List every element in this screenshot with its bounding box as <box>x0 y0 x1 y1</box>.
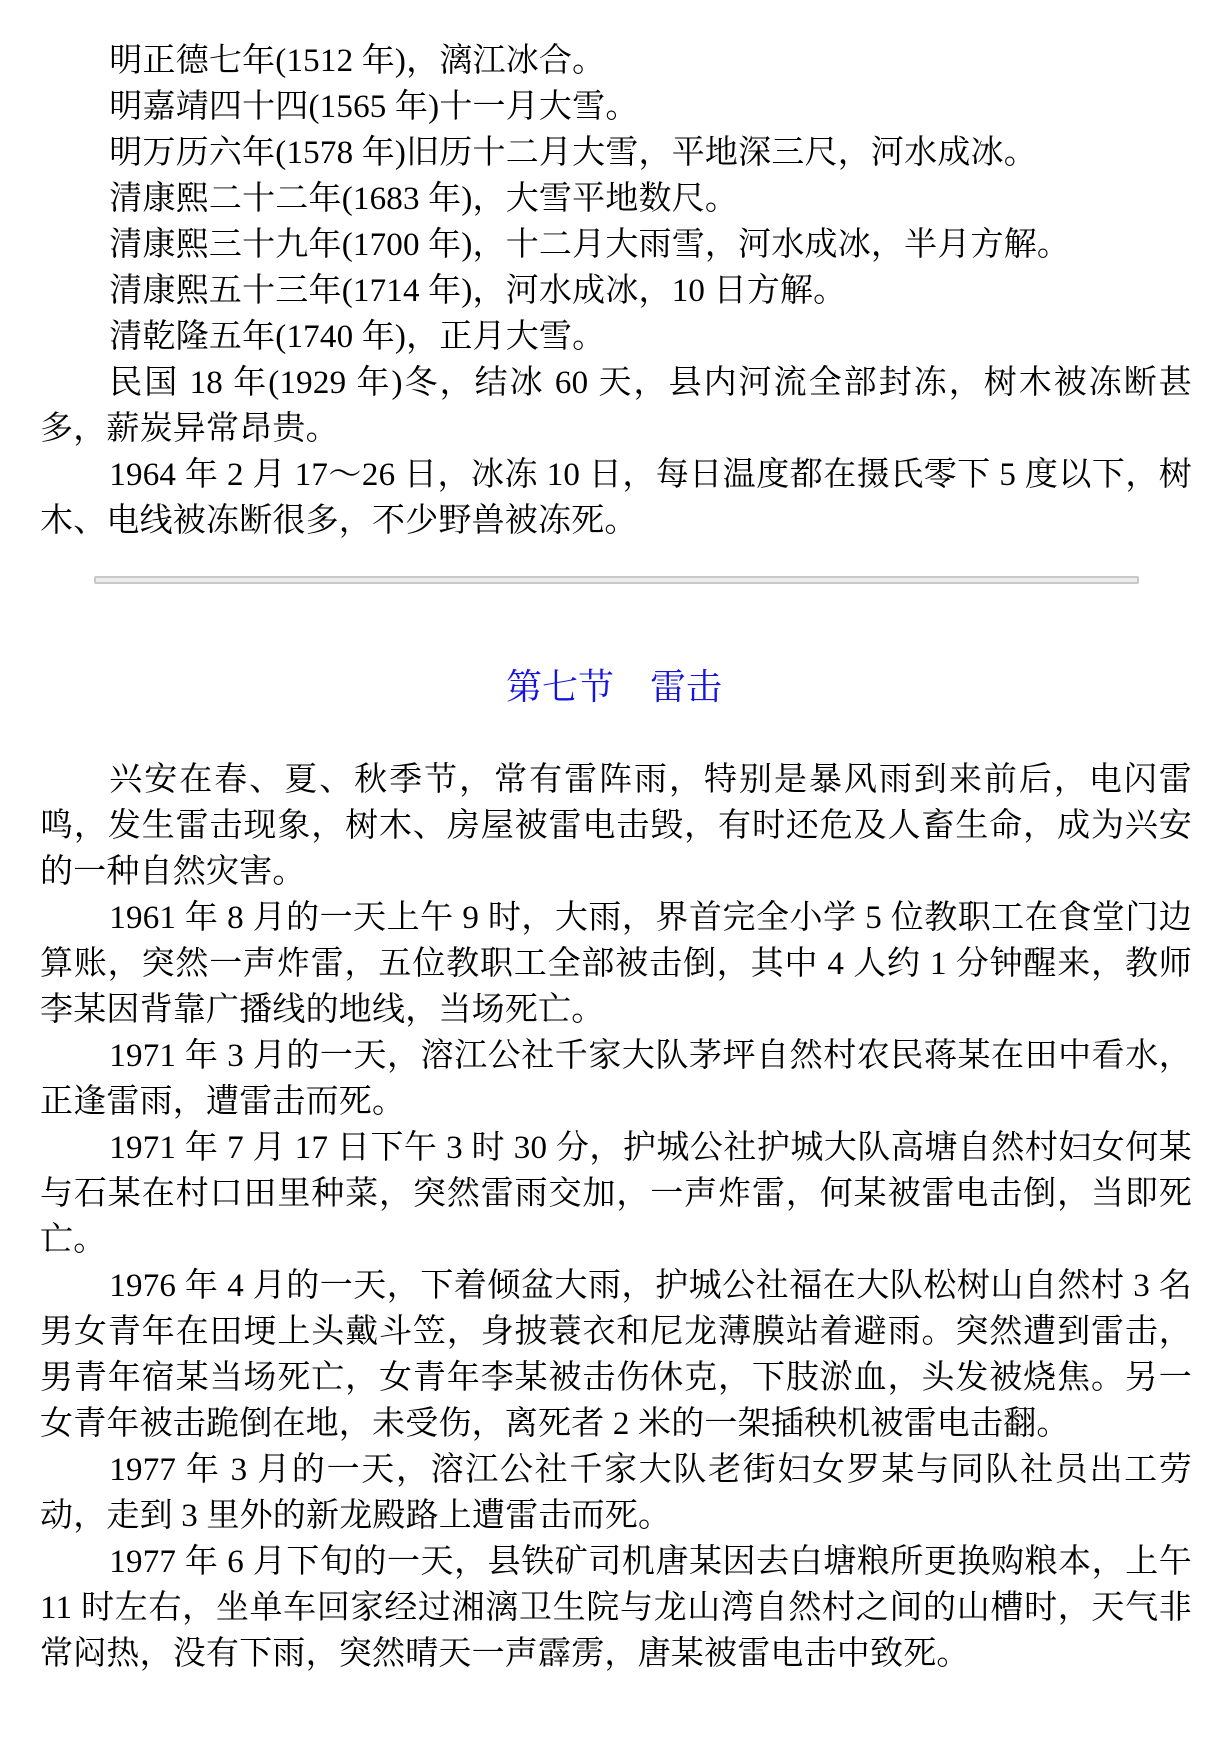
record-1714: 清康熙五十三年(1714 年)，河水成冰，10 日方解。 <box>109 273 847 309</box>
incident-1977-june: 1977 年 6 月下旬的一天，县铁矿司机唐某因去白塘粮所更换购粮本，上午 11 时左右，坐单车回家经过湘漓卫生院与龙山湾自然村之间的山槽时，天气非常闷热，没有下雨，突然晴天一声霹雳，唐某被雷电击中致死。 <box>40 1544 1192 1672</box>
intro-paragraph: 兴安在春、夏、秋季节，常有雷阵雨，特别是暴风雨到来前后，电闪雷鸣，发生雷击现象，树木、房屋被雷电击毁，有时还危及人畜生命，成为兴安的一种自然灾害。 <box>40 762 1192 890</box>
incident-1971-july: 1971 年 7 月 17 日下午 3 时 30 分，护城公社护城大队高塘自然村妇女何某与石某在村口田里种菜，突然雷雨交加，一声炸雷，何某被雷电击倒，当即死亡。 <box>40 1130 1192 1258</box>
incident-1976: 1976 年 4 月的一天，下着倾盆大雨，护城公社福在大队松树山自然村 3 名男女青年在田埂上头戴斗笠，身披蓑衣和尼龙薄膜站着避雨。突然遭到雷击，男青年宿某当场死亡，女青年李某被击伤休克，下肢淤血，头发被烧焦。另一女青年被击跪倒在地，未受伤，离死者 2 米的一架插秧机被雷电击翻。 <box>40 1268 1192 1442</box>
cold-records-section <box>40 38 1192 544</box>
incident-1971-march: 1971 年 3 月的一天，溶江公社千家大队茅坪自然村农民蒋某在田中看水，正逢雷雨，遭雷击而死。 <box>40 1038 1192 1120</box>
record-1565: 明嘉靖四十四(1565 年)十一月大雪。 <box>109 89 639 125</box>
record-1700: 清康熙三十九年(1700 年)，十二月大雨雪，河水成冰，半月方解。 <box>109 227 1071 263</box>
incident-1961: 1961 年 8 月的一天上午 9 时，大雨，界首完全小学 5 位教职工在食堂门边算账，突然一声炸雷，五位教职工全部被击倒，其中 4 人约 1 分钟醒来，教师李某因背靠广播线的地线，当场死亡。 <box>40 900 1192 1028</box>
section-divider <box>94 576 1139 584</box>
incident-1977-march: 1977 年 3 月的一天，溶江公社千家大队老街妇女罗某与同队社员出工劳动，走到 3 里外的新龙殿路上遭雷击而死。 <box>40 1452 1192 1534</box>
record-1929: 民国 18 年(1929 年)冬，结冰 60 天，县内河流全部封冻，树木被冻断甚多，薪炭异常昂贵。 <box>40 365 1192 447</box>
record-1578: 明万历六年(1578 年)旧历十二月大雪，平地深三尺，河水成冰。 <box>109 135 1037 171</box>
lightning-section-body <box>40 757 1192 1677</box>
section-title: 第七节 雷击 <box>505 667 722 707</box>
record-1683: 清康熙二十二年(1683 年)，大雪平地数尺。 <box>109 181 739 217</box>
record-1964: 1964 年 2 月 17～26 日，冰冻 10 日，每日温度都在摄氏零下 5 度以下，树木、电线被冻断很多，不少野兽被冻死。 <box>40 457 1192 539</box>
record-1740: 清乾隆五年(1740 年)，正月大雪。 <box>109 319 606 355</box>
record-1512: 明正德七年(1512 年)，漓江冰合。 <box>109 43 606 79</box>
